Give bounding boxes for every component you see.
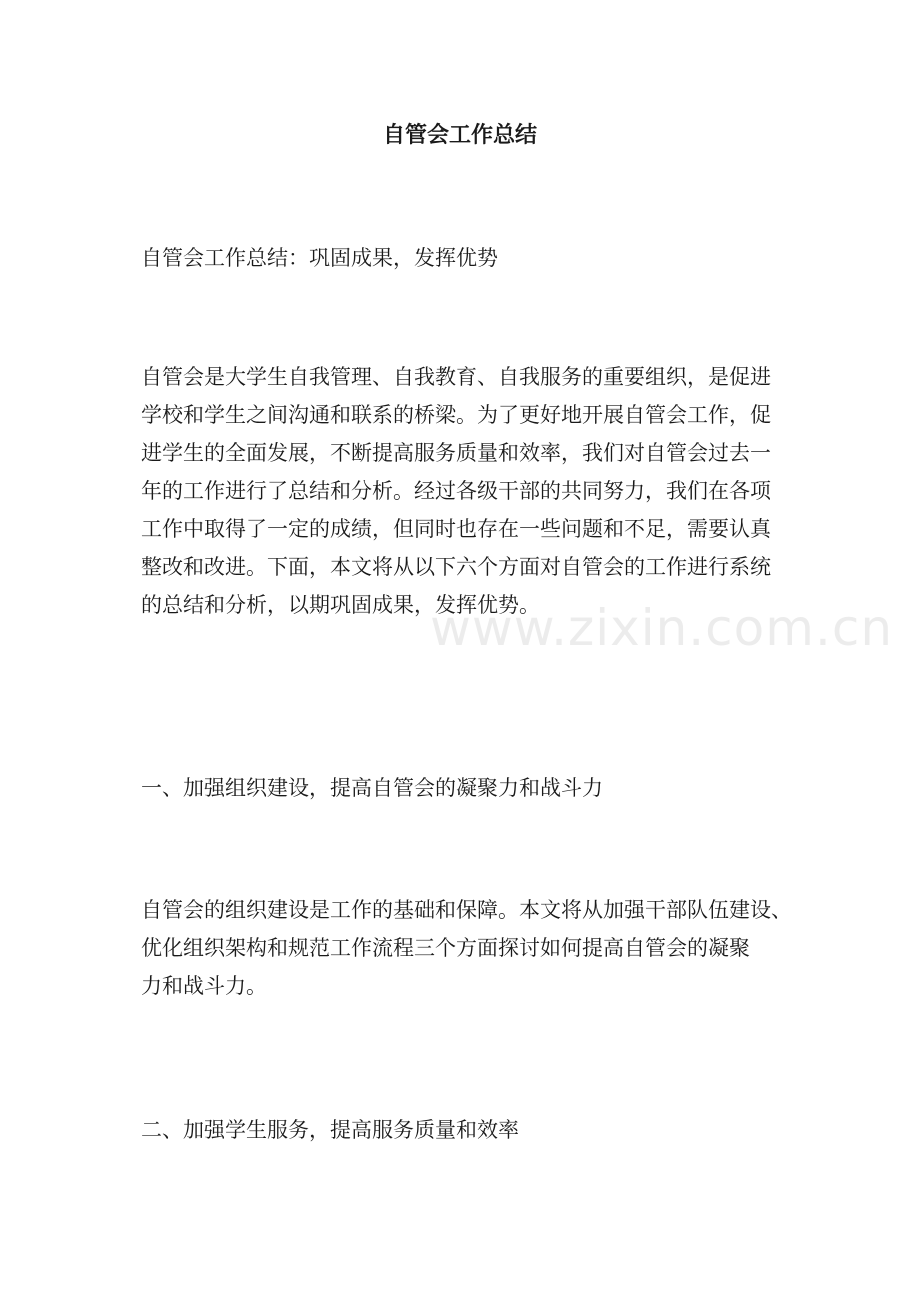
intro-line: 学校和学生之间沟通和联系的桥梁。为了更好地开展自管会工作，促 <box>141 403 771 427</box>
section-1-line: 力和战斗力。 <box>141 974 267 998</box>
watermark: www.zixin.com.cn <box>430 599 894 657</box>
intro-line: 进学生的全面发展，不断提高服务质量和效率，我们对自管会过去一 <box>141 441 771 465</box>
section-heading-1: 一、加强组织建设，提高自管会的凝聚力和战斗力 <box>141 776 603 800</box>
intro-line: 的总结和分析，以期巩固成果，发挥优势。 <box>141 593 540 617</box>
section-heading-2: 二、加强学生服务，提高服务质量和效率 <box>141 1118 519 1142</box>
intro-line: 自管会是大学生自我管理、自我教育、自我服务的重要组织，是促进 <box>141 365 771 389</box>
section-1-line: 优化组织架构和规范工作流程三个方面探讨如何提高自管会的凝聚 <box>141 936 750 960</box>
intro-line: 年的工作进行了总结和分析。经过各级干部的共同努力，我们在各项 <box>141 479 771 503</box>
intro-paragraph <box>141 358 783 624</box>
document-title: 自管会工作总结 <box>382 123 537 148</box>
section-1-line: 自管会的组织建设是工作的基础和保障。本文将从加强干部队伍建设、 <box>141 898 792 922</box>
section-1-paragraph <box>141 891 792 1005</box>
intro-line: 整改和改进。下面，本文将从以下六个方面对自管会的工作进行系统 <box>141 555 771 579</box>
document-subtitle: 自管会工作总结：巩固成果，发挥优势 <box>141 246 498 270</box>
intro-line: 工作中取得了一定的成绩，但同时也存在一些问题和不足，需要认真 <box>141 517 771 541</box>
